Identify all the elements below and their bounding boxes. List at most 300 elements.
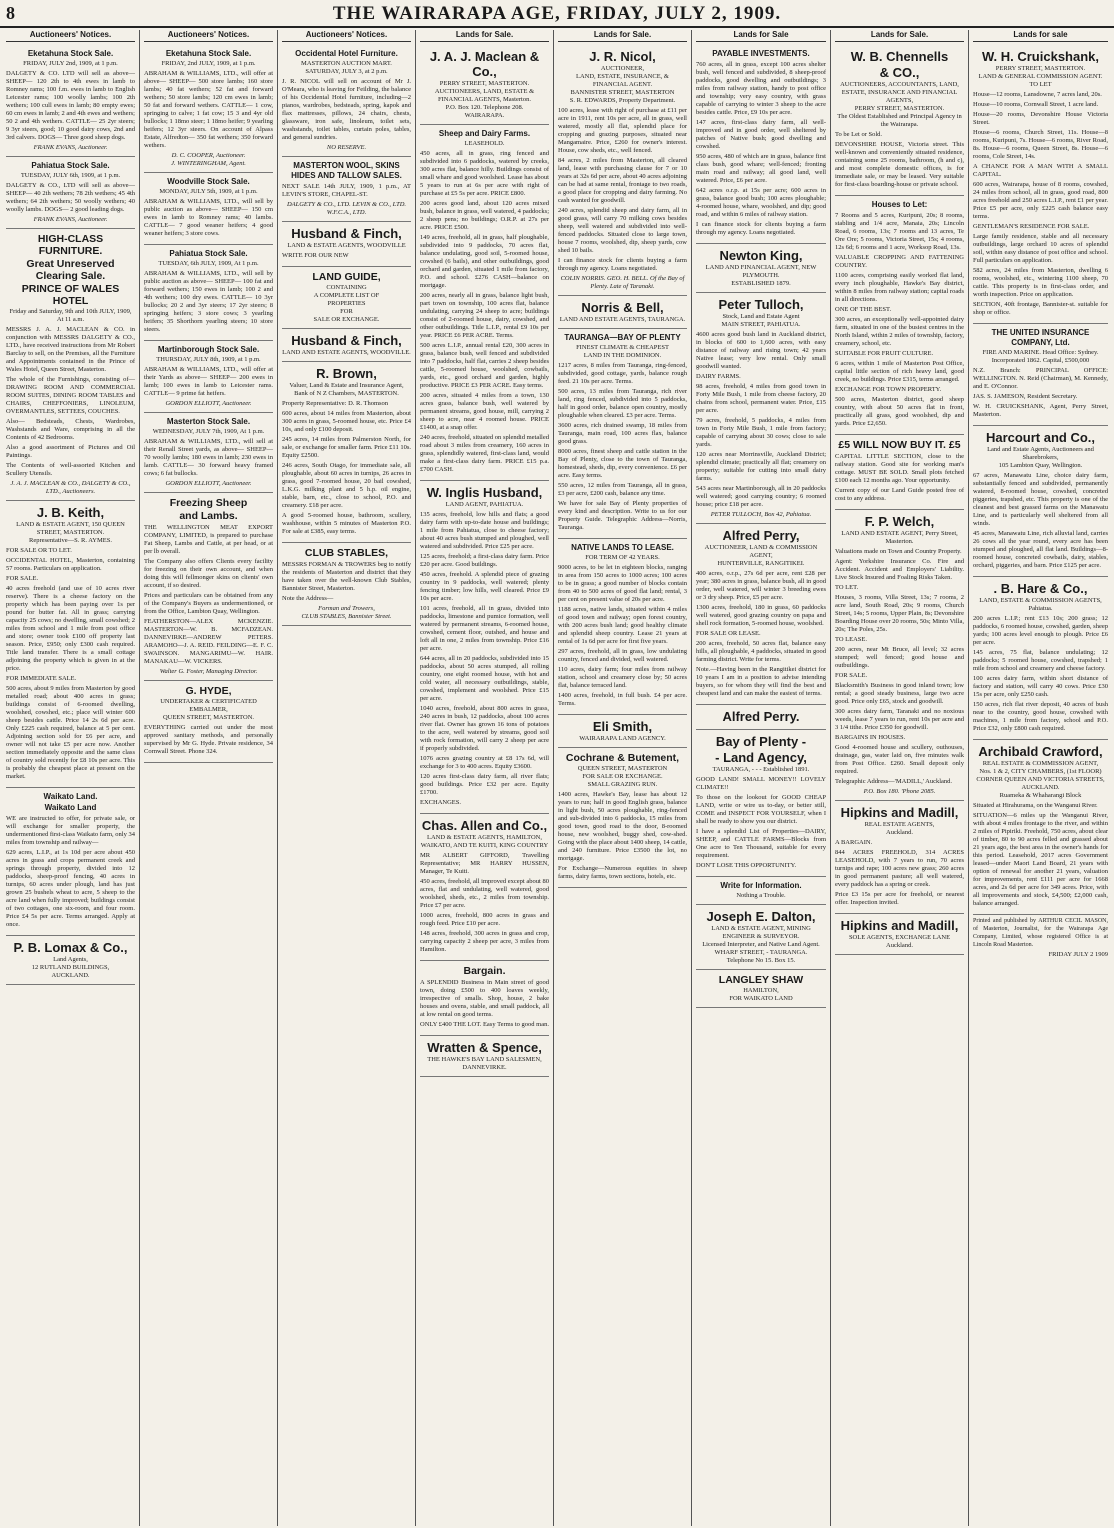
ad-body-text: 297 acres, freehold, all in grass, low undulating country, fenced and divided, well watered. (558, 648, 687, 664)
ad-body-text: 100 acres dairy farm, within short distance of factory and station, will carry 40 cows. Price £30 15s per acre, only £250 cash. (973, 675, 1108, 699)
ad-body-text: 400 acres, o.r.p., 27s 6d per acre, rent £28 per year; 380 acres in grass, balance bush, all in good order, well watered, will winter 3 breeding ewes or 3 dry sheep. Price, £5 per acre. (696, 570, 826, 602)
ad-body-text: 240 acres, freehold, situated on splendid metalled road about 3 miles from creamery, 160 acres in grass, splendidly watered, first-class land, would make a first-class dairy farm. PRICE £15 p.a. £700 CASH. (420, 434, 549, 474)
ad-body-text: House—10 rooms, Cornwall Street, 1 acre land. (973, 101, 1099, 109)
column-heading: Auctioneers' Notices. (6, 30, 135, 42)
advertisement (696, 244, 826, 293)
ad-heading: Peter Tulloch, (718, 297, 804, 313)
advertisement (696, 877, 826, 905)
ad-subheading: SATURDAY, JULY 3, at 2 p.m. (305, 68, 388, 76)
ad-heading: - Land Agency, (715, 750, 807, 766)
ad-body-text: 1400 acres, Hawke's Bay, lease has about 12 years to run; half in good English grass, balance in light bush, 50 acres ploughable, ring-fenced and sub-divided into 6 paddocks, 15 miles from good town, good road to the door, 8-roomed house, new woolshed, buggy shed, cow-shed. Going with the place about 1400 sheep, 14 cattle, and 240 furniture. Price £3500 the lot, no mortgage. (558, 791, 687, 863)
ad-heading: Newton King, (719, 248, 803, 264)
ad-heading: NATIVE LANDS TO LEASE. (571, 543, 674, 553)
ad-subheading: WHARF STREET, - TAURANGA. (714, 949, 808, 957)
newspaper-column (969, 30, 1112, 1526)
ad-body-text: EXCHANGE FOR TOWN PROPERTY. (835, 386, 942, 394)
ad-body-text: 450 acres, freehold, all improved except about 80 acres, flat and undulating, well watered, good woolshed, sheds, etc., 2 miles from township. Price £7 per acre. (420, 878, 549, 910)
ad-subheading: Licensed Interpreter, and Native Land Agent. (702, 941, 820, 949)
ad-subheading: Nos. 1 & 2, CITY CHAMBERS, (1st FLOOR) CORNER QUEEN AND VICTORIA STREETS, AUCKLAND. (976, 768, 1105, 792)
ad-body-text: A good 5-roomed house, bathroom, scullery, washhouse, within 5 minutes of Masterton P.O. For sale at £385, easy terms. (282, 512, 411, 536)
newspaper-title: THE WAIRARAPA AGE, FRIDAY, JULY 2, 1909. (332, 3, 782, 24)
ad-body-text: FOR SALE. (835, 672, 868, 680)
ad-body-text: House—6 rooms, Church Street, 11s. House—8 rooms, Kuripuni, 7s. House—6 rooms, River Road, 8s. House—6 rooms, Queen Street, 8s. House—6 rooms, Cole Street, 14s. (973, 129, 1108, 161)
advertisement (282, 222, 411, 267)
ad-body-text: 500 acres, Masterton district, good sheep country, with about 50 acres flat in front, practically all grass, good woolshed, dip and yards. Price £2,650. (835, 396, 964, 428)
ad-subheading: WEDNESDAY, JULY 7th, 1909, At 1 p.m. (152, 428, 265, 436)
ad-subheading: Land and Estate Agents, Auctioneers and Sharebrokers, (987, 446, 1094, 462)
ad-subheading: PERRY STREET, MASTERTON. (439, 80, 530, 88)
ad-subheading: LAND AND ESTATE AGENTS, WOODVILLE. (282, 349, 411, 357)
ad-heading: Harcourt and Co., (985, 430, 1096, 446)
ad-body-text: I can finance stock for clients buying a farm through my agency. Loans negotiated. (696, 221, 826, 237)
ad-body-text: NEXT SALE 14th JULY, 1909, 1 p.m., AT LEVIN'S STORE, CHAPEL-ST. (282, 183, 411, 199)
ad-body-text: 1300 acres, freehold, 180 in grass, 60 paddocks well watered, good grazing country on papa and shell rock formation, 5-roomed house, woolshed. (696, 604, 826, 628)
ad-body-text: WE are instructed to offer, for private sale, or will exchange for smaller property, the undermentioned first-class Waikato farm, only 34 miles from township and railway— (6, 815, 135, 847)
ad-heading: Wratten & Spence, (427, 1040, 542, 1056)
ad-body-text: Situated at Hirahurama, on the Wanganui River. (973, 802, 1098, 810)
ad-heading: W. Inglis Husband, (426, 485, 543, 501)
ad-body-text: 950 acres, 480 of which are in grass, balance first class bush, good whare; well-fenced; fronting main road and railway; all good land, well watered. Price, £6 per acre. (696, 153, 826, 185)
ad-heading: Pahiatua Stock Sale. (169, 249, 248, 259)
advertisement (144, 493, 273, 681)
newspaper-column (2, 30, 140, 1526)
ad-subheading: Friday and Saturday, 9th and 10th JULY, 1909, At 11 a.m. (9, 308, 132, 324)
ad-body-text: 200 acres, situated 4 miles from a town, 130 acres grass, balance bush, well watered by permanent streams, good house, mill, carrying 2 sheep to acre, near 4 roomed house. PRICE £1400, at a snap offer. (420, 392, 549, 432)
ad-body-text: J. R. NICOL will sell on account of Mr J. O'Meara, who is leaving for Feilding, the balance of his Occidental Hotel furniture, including—2 pianos, wardrobes, bedsteads, spring, kapok and flax mattresses, pillows, 24 chairs, chests, glassware, iron safe, linoleum, toilet sets, washstands, toilet tables, curtain poles, tables, and general sundries. (282, 78, 411, 142)
ad-subheading: 12 RUTLAND BUILDINGS, (31, 964, 110, 972)
ad-body-text: Valuations made on Town and Country Property. (835, 548, 962, 556)
masthead (0, 0, 1114, 28)
ad-body-text: 500 acres L.I.P., annual rental £20, 300 acres in grass, balance bush, well fenced and subdivided into 7 paddocks, half flat, carries 2 sheep besides cattle, 5-roomed house, woolshed, cowbails, yards, etc., good orchard and garden, highly productive. PRICE £3 PER ACRE. Easy terms. (420, 342, 549, 390)
advertisement (6, 157, 135, 229)
ad-heading: Alfred Perry, (722, 528, 800, 544)
ad-subheading: WAIRARAPA LAND AGENCY. (579, 735, 666, 743)
newspaper-column (416, 30, 554, 1526)
ad-heading: Husband & Finch, (291, 333, 402, 349)
ad-body-text: ABRAHAM & WILLIAMS, LTD., will sell by public auction as above— SHEEP— 100 fat and forward wethers; 150 ewes in lamb; 100 2 and 4th wethers; 100 dry ewes. CATTLE— 10 3yr bullocks; 20 2 and 3yr steers; 17 2yr steers; 8 springing heifers; 3 store cows; 3 yearling heifers; 35 Shorthorn yearling steers; 10 store steers. (144, 270, 273, 334)
ad-heading: . B. Hare & Co., (993, 581, 1088, 597)
advertisement (973, 324, 1108, 426)
ad-body-text: 600 acres, about 14 miles from Masterton, about 300 acres in grass, 5-roomed house, etc. Price £4 10s, and only £100 deposit. (282, 410, 411, 434)
ad-subheading: MAIN STREET, PAHIATUA. (721, 321, 801, 329)
ad-body-text: To be Let or Sold. (835, 131, 883, 139)
ad-heading: and Lambs. (179, 510, 238, 523)
advertisement (696, 45, 826, 244)
ad-heading: Write for Information. (720, 881, 802, 891)
advertisement (420, 961, 549, 1036)
ad-body-text: SITUATION—6 miles up the Wanganui River, with about 4 miles frontage to the river, and within 2 miles of Pipiriki. Freehold, 750 acres, about clear of timber, 80 to 90 acres felled and grassed about 21 years ago, the best area in the owner's hands for this period. Leasehold, 2017 acres Government leased—under Maori Land Board, 21 years with option of renewal for another 21 years, valuation for improvements, rent £111 per acre for 1668 acres, and 2s 6d per acre for 349 acres. Price, with all improvements and stock, £4,500; £2,000 cash, balance arranged. (973, 812, 1108, 908)
advertisement (420, 1036, 549, 1077)
ad-heading: J. R. Nicol, (589, 49, 656, 65)
ad-body-text: EVERYTHING carried out under the most approved sanitary methods, and personally supervised by Mr G. Hyde. Private residence, 34 Cornwall Street. Phone 324. (144, 724, 273, 756)
ad-body-text: WRITE FOR OUR NEW (282, 252, 349, 260)
advertisement (973, 426, 1108, 577)
ad-heading: TAURANGA—BAY OF PLENTY (564, 333, 681, 343)
ad-body-text: 200 acres, near Mt Bruce, all level; 32 acres stumped; well fenced; good house and outbuildings. (835, 646, 964, 670)
ad-body-text: 1100 acres, comprising easily worked flat land, every inch ploughable, Hawke's Bay district, within 8 miles from railway station; capital roads in all directions. (835, 272, 964, 304)
ad-body-text: 150 acres, rich flat river deposit, 40 acres of bush near to the country, good house, cowshed with machines, 1 mile from factory, school and P.O. Price £32, only £800 cash required. (973, 701, 1108, 733)
ad-subheading: AUCTIONEERS, LAND, ESTATE & FINANCIAL AGENTS, Masterton. (434, 88, 535, 104)
ad-heading: Martinborough Stock Sale. (157, 345, 260, 355)
ad-subheading: LAND & ESTATE AGENTS, WOODVILLE (287, 242, 406, 250)
ad-subheading: TAURANGA, - - - Established 1891. (712, 766, 810, 774)
footer-dateline: FRIDAY JULY 2 1909 (1048, 951, 1108, 959)
ad-body-text: 1188 acres, native lands, situated within 4 miles of good town and railway; open forest country, with 200 acres bush land; good healthy climate and splendid sheep country. Lease 21 years at rental of 1s 6d per acre for first five years. (558, 606, 687, 646)
ad-subheading: UNDERTAKER & CERTIFICATED EMBALMER, (160, 698, 257, 714)
ad-subheading: TUESDAY, 6th JULY, 1909, At 1 p.m. (158, 260, 259, 268)
ad-subheading: P.O. Box 120. Telephone 208. (445, 104, 524, 112)
ad-subheading: Auckland. (886, 942, 913, 950)
ad-body-text: MR ALBERT GIFFORD, Travelling Representative; MR HARRY HUSSEN, Manager, Te Kuiti. (420, 852, 549, 876)
newspaper-column (278, 30, 416, 1526)
ad-signature: CLUB STABLES, Bannister Street. (301, 613, 392, 621)
advertisement (835, 801, 964, 914)
ad-body-text: 9000 acres, to be let in eighteen blocks, ranging in area from 150 acres to 1000 acres; 100 acres to be in grass; a good number of blocks contain from 40 to 500 acres of good flat land; rental, 3 per cent on present value of 20s per acre. (558, 564, 687, 604)
ad-body-text: Current copy of our Land Guide posted free of cost to any address. (835, 487, 964, 503)
ad-body-text: 147 acres, first-class dairy farm, all well-improved and in good order, well sheltered by patches of Native bush; good dwelling and cowshed. (696, 119, 826, 151)
advertisement (558, 45, 687, 296)
ad-body-text: FOR SALE OR TO LET. (6, 547, 72, 555)
ad-body-text: 100 acres, lease with right of purchase at £11 per acre in 1911, rent 10s per acre, all in grass, well watered, mostly all flat, splendid place for cropping and grazing purposes, situated near Mangamaire. Price, £260 for owner's interest. House, cow sheds, etc., well fenced. (558, 107, 687, 155)
ad-body-text: BARGAINS IN HOUSES. (835, 734, 906, 742)
ad-body-text: FOR SALE. (6, 575, 39, 583)
advertisement (420, 481, 549, 814)
ad-subheading: PERRY STREET, MASTERTON. (995, 65, 1086, 73)
ad-body-text: DALGETY & CO. LTD will sell as above— SHEEP— 120 2th to 4th ewes in lamb to Romney rams; 100 f.m. ewes in lamb to English Leicester rams; 100 woolly lambs; 100 2th wethers; 100 cull ewes in lamb; 80 empty ewes; 60 cm ewes in lamb; 2 and 4th ewes and wethers; 50 2 and 4th wethers. CATTLE— 25 2yr steers; 9 3yr steers, good; 10 good dairy cows, 2nd and 3rd calvers. DOGS— Three good sheep dogs. (6, 70, 135, 142)
ad-signature: GORDON ELLIOTT, Auctioneer. (165, 480, 252, 488)
advertisement (835, 435, 964, 510)
ad-body-text: 450 acres, all in grass, ring fenced and subdivided into 6 paddocks, watered by creeks, 300 acres flat, balance hilly. Buildings consist of small whare and good woolshed. Lease has about 5 years to run at 6s per acre with right of purchase at £5 5s per acre. PRICE £800. (420, 150, 549, 198)
ad-body-text: FOR SALE OR LEASE. (696, 630, 761, 638)
ad-subheading: Auckland. (886, 829, 913, 837)
ad-subheading: The Oldest Established and Principal Agency in the Wairarapa. (837, 113, 962, 129)
ad-heading: LAND GUIDE, (312, 271, 381, 284)
ad-subheading: REAL ESTATE AGENTS, (864, 821, 935, 829)
ad-body-text: 760 acres, all in grass, except 100 acres shelter bush, well fenced and subdivided, 8 sheep-proof paddocks, good dwelling and outbuildings; 3 miles from railway station, handy to post office and township; very easy country, with grass capable of carrying to winter 3 sheep to the acre besides cattle. Price, £9 10s per acre. (696, 61, 826, 117)
advertisement (835, 914, 964, 955)
ad-heading: Pahiatua Stock Sale. (31, 161, 110, 171)
ad-heading: R. Brown, (316, 366, 377, 382)
ad-signature: GORDON ELLIOTT, Auctioneer. (165, 400, 252, 408)
ad-subheading: Ruameka & Whaharangi Block (999, 792, 1082, 800)
ad-body-text: 200 acres, nearly all in grass, balance light bush, part town on township, 100 acres flat, balance undulating, carrying 24 sheep to acre; buildings consist of 2-roomed house, dairy, cowshed, and other outbuildings. Title L.I.P., rental £9 10s per year. PRICE £6 PER ACRE. Terms. (420, 292, 549, 340)
ad-body-text: 600 acres, Wairarapa, house of 8 rooms, cowshed, 24 miles from school, all in grass, good road, 800 acres freehold and 250 acres L.I.P., rent £1 per year. Price £5 per acre, only £225 cash balance easy terms. (973, 181, 1108, 221)
ad-body-text: JAS. S. JAMESON, Resident Secretary. (973, 393, 1078, 401)
column-heading: Lands for Sale. (558, 30, 687, 42)
ad-body-text: Telegraphic Address—'MADILL,' Auckland. (835, 778, 953, 786)
advertisement (420, 814, 549, 961)
ad-body-text: ONLY £400 THE LOT. Easy Terms to good man. (420, 1021, 549, 1029)
ad-heading: & CO., (879, 65, 920, 81)
ad-body-text: 644 acres, all in 20 paddocks, subdivided into 15 paddocks, about 50 acres stumped, all rolling country, one eight roomed house, with hot and cold water, all necessary outbuildings, stable, cowshed, implement and woolshed. Price £15 per acre. (420, 655, 549, 703)
ad-heading: Norris & Bell, (581, 300, 664, 316)
ad-body-text: 125 acres, freehold; a first-class dairy farm. Price £20 per acre. Good buildings. (420, 553, 549, 569)
ad-signature: PETER TULLOCH, Box 42, Pahiatua. (710, 511, 812, 519)
ad-body-text: TO LET. (835, 584, 859, 592)
ad-body-text: Also a good assortment of Pictures and Oil Paintings. (6, 444, 135, 460)
ad-heading: MASTERTON WOOL, SKINS HIDES AND TALLOW SALES. (291, 161, 402, 181)
newspaper-column (554, 30, 692, 1526)
ad-body-text: 300 acres, an exceptionally well-appointed dairy farm, situated in one of the busiest centres in the North Island, within 2 miles of township, factory, creamery, school, etc. (835, 316, 964, 348)
ad-body-text: 79 acres, freehold, 5 paddocks, 4 miles from town in Forty Mile Bush, 1 mile from factory; capable of carrying about 30 cows; close to sale yards. (696, 417, 826, 449)
ad-heading: CLUB STABLES, (304, 547, 389, 560)
ad-signature: Forman and Trowers, (318, 605, 375, 613)
ad-body-text: 4600 acres good bush land in Auckland district, in blocks of 600 to 1,600 acres, with easy distance of railway and rising town; 42 years Native lease; very low rental. Only small goodwill wanted. (696, 331, 826, 371)
ad-body-text: DON'T LOSE THIS OPPORTUNITY. (696, 862, 797, 870)
ad-subheading: MONDAY, JULY 5th, 1909, at 1 p.m. (159, 188, 258, 196)
ad-body-text: Price £3 15s per acre for freehold, or nearest offer. Inspection invited. (835, 891, 964, 907)
advertisement (696, 730, 826, 877)
ad-body-text: 149 acres, freehold, all in grass, half ploughable, subdivided into 9 paddocks, 70 acres flat, balance undulating, good soil, 5-roomed house, cowshed (6 bails), and other outbuildings, good orchard and garden, situated 1 mile from factory, P.O. and school. £276 CASH—balance on mortgage. (420, 234, 549, 290)
ad-heading: Occidental Hotel Furniture. (295, 49, 398, 59)
ad-subheading: S. R. EDWARDS, Property Department. (569, 97, 676, 105)
ad-heading: Eketahuna Stock Sale. (27, 49, 114, 59)
ad-subheading: SOLE AGENTS, EXCHANGE LANE (848, 934, 951, 942)
ad-subheading: LAND AND ESTATE AGENT, Perry Street, Masterton. (841, 530, 958, 546)
ad-body-text: ABRAHAM & WILLIAMS, LTD., will offer at above— SHEEP— 500 store lambs; 160 store lambs; 40 fat wethers; 52 fat and forward wethers; 50 store lambs; 120 cm ewes in lamb; 50 fat and forward wethers. CATTLE— 1 cow, springing to calve; 1 fat cow; 15 3 and 4yr old bullocks; 1 18mo steer; 1 18mo heifer; 9 yearling heifers; 12 3yr steers. On account of Alpass Estate, Alfredton— 350 fat wethers; 350 forward wethers. (144, 70, 273, 150)
advertisement (282, 267, 411, 329)
ad-body-text: 84 acres, 2 miles from Masterton, all cleared land, lease with purchasing clause for 7 or 10 years at 32s 6d per acre, about 40 acres adjoining can be had at same rental, frontage to two roads, a good place for cropping and dairy farming. No cash wanted for goodwill. (558, 157, 687, 205)
ad-subheading: LAND AND ESTATE AGENTS, TAURANGA. (559, 316, 686, 324)
ad-subheading: LAND AGENT, PAHIATUA. (445, 501, 524, 509)
ad-subheading: LAND & ESTATE AGENT, 150 QUEEN STREET, MASTERTON. (16, 521, 125, 537)
ad-signature: FRANK EVANS, Auctioneer. (33, 144, 108, 152)
advertisement (6, 229, 135, 501)
ad-subheading: FOR SALE OR EXCHANGE. (582, 773, 663, 781)
ad-subheading: AUCTIONEER, LAND & COMMISSION AGENT, (704, 544, 818, 560)
ad-subheading: QUEEN STREET, MASTERTON. (162, 714, 255, 722)
ad-subheading: TO LET (1029, 81, 1052, 89)
ad-body-text: GOOD LAND! SMALL MONEY!! LOVELY CLIMATE!! (696, 776, 826, 792)
advertisement (973, 45, 1108, 324)
ad-subheading: ESTABLISHED 1879. (731, 280, 791, 288)
ad-heading: HIGH-CLASS FURNITURE. (37, 233, 104, 258)
ad-subheading: LAND, ESTATE, INSURANCE, & FINANCIAL AGENT. (575, 73, 669, 89)
ad-subheading: FIRE AND MARINE. Head Office: Sydney. (982, 349, 1099, 357)
ad-body-text: 135 acres, freehold, low hills and flats; a good dairy farm with up-to-date house and buildings; 1 mile from Pahiatua, close to cheese factory; about 40 acres bush stumped and ploughed, well watered and subdivided. Price £25 per acre. (420, 511, 549, 551)
ad-heading: F. P. Welch, (864, 514, 935, 530)
ad-body-text: W. H. CRUICKSHANK, Agent, Perry Street, Masterton. (973, 403, 1108, 419)
footer-imprint: Printed and published by ARTHUR CECIL MASON, of Masterton, Journalist, for the Wairarapa Age Company, Limited, whose registered Office is at Lincoln Road Masterton. (973, 918, 1108, 949)
ad-body-text: 500 acres, about 9 miles from Masterton by good metalled road; about 400 acres in grass; buildings consist of 6-roomed dwelling, woolshed, cowshed, etc.; place will winter 600 sheep besides cattle. Price 14 2s 6d per acre. Only £225 cash required, balance at 5 per cent. Adjoining section sold for £6 per acre, and owner will not take £5 per acre now. Another section immediately opposite and the same class of country sold recently for £8 10s per acre. This is probably the cheapest place at present on the market. (6, 685, 135, 781)
ad-signature: NO RESERVE. (326, 144, 367, 152)
ad-body-text: 629 acres, L.I.P., at 1s 10d per acre about 450 acres in grass and crops permanent creek and springs through property, divided into 12 paddocks, sheep-proof fencing, 40 acres in turnips, 60 acres under plough, land has just grown 25 bushels wheat to acre, 5 sheep to the acre land when fully improved; buildings consist of two cottages, one six-room, and four room. Price £4 5s per acre. Terms arranged. Apply at once. (6, 849, 135, 929)
ad-body-text: THE WELLINGTON MEAT EXPORT COMPANY, LIMITED, is prepared to purchase Fat Sheep, Lambs and Cattle, at per head, or at per lb overall. (144, 524, 273, 556)
ad-body-text: 101 acres, freehold, all in grass, divided into paddocks, limestone and pumice formation, well watered by permanent streams, 6-roomed house, cowshed, cement floor, outshed, and house and loft all in one, 2 miles from township. Price £16 per acre. (420, 605, 549, 653)
ad-body-text: SECTION, 40ft frontage, Bannister-st. suitable for shop or office. (973, 301, 1108, 317)
ad-subheading: CONTAINING (326, 284, 367, 292)
ad-body-text: 543 acres near Martinborough, all in 20 paddocks well watered; good carrying country; 6 roomed house; price £18 per acre. (696, 485, 826, 509)
ad-heading: LANGLEY SHAW (718, 974, 804, 987)
ad-heading: Hipkins and Madill, (840, 918, 959, 934)
ad-body-text: 120 acres near Morrinsville, Auckland District; splendid climate; practically all flat; creamery on property; suitable for cutting into small dairy farms. (696, 451, 826, 483)
ad-subheading: AUCTIONEER, (600, 65, 645, 73)
ad-subheading: MASTERTON AUCTION MART. (301, 60, 392, 68)
ad-body-text: The Company also offers Clients every facility for freezing on their own account, and when doing this will fellmonger skins on clients' own account, if so desired. (144, 558, 273, 590)
ad-body-text: 200 acres good land, about 120 acres mixed bush, balance in grass, well watered, 4 paddocks; 2 sheep pens; no buildings; O.R.P. at 27s per acre. PRICE £500. (420, 200, 549, 232)
ad-body-text: DEVONSHIRE HOUSE, Victoria street. This well-known and conveniently situated residence, containing some 25 rooms, bathroom, (h and c), and most complete domestic offices, is for immediate sale, or may be leased. Very suitable for first-class boarding-house or private school. (835, 141, 964, 189)
ad-body-text: 120 acres first-class dairy farm, all river flats; good buildings. Price £32 per acre. Equity £1700. (420, 773, 549, 797)
ad-body-text: 500 acres, 13 miles from Tauranga, rich river land, ring fenced, subdivided into 5 paddocks, half in good order, balance open country, mostly ploughable when cleared. £3 per acre. Terms. (558, 388, 687, 420)
ad-subheading: FRIDAY, 2nd JULY, 1909, at 1 p.m. (161, 60, 256, 68)
advertisement (282, 157, 411, 222)
column-heading: Auctioneers' Notices. (282, 30, 411, 42)
ad-subheading: Valuer, Land & Estate and Insurance Agent, (289, 382, 404, 390)
ad-subheading: WAIRARAPA. (464, 112, 505, 120)
advertisement (696, 705, 826, 730)
ad-body-text: 642 acres o.r.p. at 15s per acre; 600 acres in grass, balance good bush; 100 acres ploughable; 4-roomed house, whare, woolshed, and dip; good road, and within 6 miles of railway station. (696, 187, 826, 219)
ad-subheading: SALE OR EXCHANGE. (313, 316, 380, 324)
ad-signature: D. C. COOPER, Auctioneer. (171, 152, 246, 160)
ad-heading: £5 WILL NOW BUY IT. £5 (838, 439, 961, 452)
advertisement (835, 196, 964, 435)
ad-heading: PAYABLE INVESTMENTS. (712, 49, 810, 59)
ad-signature: Walter G. Foster, Managing Director. (159, 668, 258, 676)
ad-body-text: 450 acres, freehold. A splendid piece of grazing country in 9 paddocks, well watered; plenty fencing timber; low hills, well cleared. Price £9 10s per acre. (420, 571, 549, 603)
ad-body-text: 550 acres, 12 miles from Tauranga, all in grass, £3 per acre, £200 cash, balance any time. (558, 482, 687, 498)
advertisement (558, 748, 687, 888)
ad-subheading: PROPERTIES (327, 300, 366, 308)
ad-body-text: 300 acres dairy farm, Taranaki and no noxious weeds, lease 7 years to run, rent 10s per acre and 3 1/4 tithe. Price £350 for goodwill. (835, 708, 964, 732)
advertisement (420, 45, 549, 125)
ad-signature: P.O. Box 180. 'Phone 2085. (863, 788, 936, 796)
ad-body-text: 200 acres, freehold, 50 acres flat, balance easy hills, all ploughable, 4 paddocks, situated in good farming district. Write for terms. (696, 640, 826, 664)
advertisement (144, 341, 273, 413)
ad-body-text: 246 acres, South Otago, for immediate sale, all ploughable, about 60 acres in turnips, 26 acres in grass, good 7-roomed house, 20 bail cowshed, L.K.G. milking plant and 5 h.p. oil engine, stable, barn, etc., close to school, P.O. and creamery. £18 per acre. (282, 462, 411, 510)
advertisement (973, 740, 1108, 915)
ad-signature: DALGETY & CO., LTD. LEVIN & CO., LTD. W.F.C.A., LTD. (286, 201, 407, 217)
ad-body-text: FEATHERSTON—ALEX MCKENZIE. MASTERTON—W. B. MCFADZEAN. DANNEVIRKE—ANDREW PETERS. ARAMOHO—J. A. REID. FEILDING—E. F. C. SWAINSON. MANGARIMU—W. HAIR. MANAKAU—W. VICKERS. (144, 618, 273, 666)
ad-body-text: 98 acres, freehold, 4 miles from good town in Forty Mile Bush, 1 mile from cheese factory, 20 chains from school, permanent water. Price, £15 per acre. (696, 383, 826, 415)
advertisement (558, 296, 687, 329)
advertisement (558, 329, 687, 539)
advertisement (144, 173, 273, 245)
ad-body-text: 1076 acres grazing country at £8 17s 6d, will exchange for 3 to 400 acres. Equity £3600. (420, 755, 549, 771)
ad-body-text: Property Representative: D. R. Thomson (282, 400, 389, 408)
ad-heading: Husband & Finch, (291, 226, 402, 242)
ad-heading: P. B. Lomax & Co., (13, 940, 128, 956)
ad-heading: Masterton Stock Sale. (166, 417, 251, 427)
ad-subheading: A COMPLETE LIST OF (313, 292, 380, 300)
ad-signature: FRANK EVANS, Auctioneer. (33, 216, 108, 224)
ad-subheading: LAND & GENERAL COMMISSION AGENT. (978, 73, 1103, 81)
newspaper-column (831, 30, 969, 1526)
ad-body-text: 1000 acres, freehold, 800 acres in grass and rough feed. Price £10 per acre. (420, 912, 549, 928)
ad-body-text: 3600 acres, rich drained swamp, 18 miles from Tauranga, main road, 100 acres flax, balance good grass. (558, 422, 687, 446)
ad-subheading: LEASEHOLD. (464, 140, 505, 148)
ad-body-text: 40 acres freehold (and use of 10 acres river reserve). There is a cheese factory on the property which has been paying over 1s per pound for butter fat. All in grass; carrying capacity 25 cows; no dwelling, small cowshed; 2 miles from school and 1 mile from post office and store; owner took £100 off property last season. Price, £950; only £300 cash required. Title land transfer. There is a small cottage adjoining the property which is given in at the price. (6, 585, 135, 673)
advertisement (835, 510, 964, 801)
ad-heading: PRINCE OF WALES HOTEL (21, 283, 120, 308)
ad-body-text: For Exchange—Numerous equities in sheep farms, dairy farms, town sections, hotels, etc. (558, 865, 687, 881)
advertisement (6, 501, 135, 788)
advertisement (420, 125, 549, 481)
ad-subheading: LAND, ESTATE & COMMISSION AGENTS, (979, 597, 1102, 605)
ad-body-text: 844 ACRES FREEHOLD, 314 ACRES LEASEHOLD, with 7 years to run, 70 acres turnips and rape; 100 acres new grass; 260 acres in good permanent pasture; all well watered, every paddock has a spring or creek. (835, 849, 964, 889)
ad-body-text: 67 acres, Manawatu Line, choice dairy farm, substantially fenced and subdivided, permanently watered, 8-roomed house, cowshed, concreted piggeries, trapshed, etc. This property is one of the cleanest and best grassed farms on the Manawatu Line, and is particularly well sheltered from all winds. (973, 472, 1108, 528)
ad-body-text: 148 acres, freehold, 300 acres in grass and crop, carrying capacity 2 sheep per acre, 3 miles from Hamilton. (420, 930, 549, 954)
advertisement (144, 245, 273, 341)
ad-body-text: DALGETY & CO., LTD will sell as above— SHEEP— 40 2th wethers; 78 2th wethers; 45 4th wethers; 64 2th wethers; 50 woolly wethers; 40 woolly lambs. DOGS— 2 good leading dogs. (6, 182, 135, 214)
ad-subheading: THURSDAY, JULY 8th, 1909, at 1 p.m. (156, 356, 261, 364)
ad-subheading: FRIDAY, JULY 2nd, 1909, at 1 p.m. (23, 60, 118, 68)
ad-body-text: 1040 acres, freehold, about 800 acres in grass, 240 acres in bush, 12 paddocks, about 100 acres river flat. Owner has grown 16 tons of potatoes to the acre, well watered by streams, good soil with rock formation, will carry 2 sheep per acre if properly subdivided. (420, 705, 549, 753)
ad-body-text: GENTLEMAN'S RESIDENCE FOR SALE. (973, 223, 1090, 231)
advertisement (282, 362, 411, 543)
ad-body-text: TO LEASE. (835, 636, 868, 644)
ad-heading: Freezing Sheep (169, 497, 248, 510)
ad-body-text: 1217 acres, 8 miles from Tauranga, ring-fenced, subdivided, good cottage, yards, balance rough feed. 21 10s per acre. Terms. (558, 362, 687, 386)
advertisement (6, 45, 135, 157)
ad-body-text: A CHANCE FOR A MAN WITH A SMALL CAPITAL. (973, 163, 1108, 179)
ad-subheading: Incorporated 1862. Capital, £500,000 (991, 357, 1090, 365)
ad-signature: COLIN NORRIS. GEO. H. BELL. Of the Bay of Plenty. Late of Taranaki. (560, 275, 685, 291)
ad-body-text: 240 acres, splendid sheep and dairy farm, all in good grass, will carry 70 milking cows besides sheep, well watered and subdivided into well-fenced paddocks. Situated close to large town, house 7 rooms, woolshed, dip, sheep yards, cow shed 10 bails. (558, 207, 687, 255)
advertisement (696, 524, 826, 705)
ad-subheading: Land Agents, (53, 956, 88, 964)
column-heading: Lands for Sale. (420, 30, 549, 42)
ad-subheading: HUNTERVILLE, RANGITIKEI. (717, 560, 805, 568)
advertisement (144, 413, 273, 493)
ad-body-text: FOR IMMEDIATE SALE. (6, 675, 77, 683)
ad-body-text: OCCIDENTAL HOTEL, Masterton, containing 57 rooms. Particulars on application. (6, 557, 135, 573)
ad-body-text: 200 acres L.I.P.; rent £13 10s; 200 grass; 12 paddocks, 6 roomed house, cowshed, garden, sheep yards; 100 acres level enough to plough. Price £6 per acre. (973, 615, 1108, 647)
ad-body-text: I have a splendid List of Properties—DAIRY, SHEEP, and CATTLE FARMS—Blocks from One acre to Ten Thousand, suitable for every requirement. (696, 828, 826, 860)
column-heading: Auctioneers' Notices. (144, 30, 273, 42)
ad-body-text: SUITABLE FOR FRUIT CULTURE. (835, 350, 934, 358)
ad-subheading: SMALL GRAZING RUN. (587, 781, 658, 789)
ad-body-text: 8000 acres, finest sheep and cattle station in the Bay of Plenty, close to the town of Tauranga, homestead, sheds, dip, every convenience. £6 per acre. Easy terms. (558, 448, 687, 480)
ad-body-text: 110 acres, dairy farm; four miles from railway station, school and creamery close by; 50 acres flat, balance terraced land. (558, 666, 687, 690)
ad-subheading: LAND IN THE DOMINION. (583, 352, 662, 360)
ad-heading: Waikato Land. (43, 792, 98, 802)
newspaper-column (140, 30, 278, 1526)
ad-body-text: ONE OF THE BEST. (835, 306, 892, 314)
ad-body-text: Houses, 3 rooms, Villa Street, 13s; 7 rooms, 2 acre land, South Road, 20s; 9 rooms, Church Street, 14s; 5 rooms, Upper Plain, 8s; Devonshire Boarding House over 20 rooms, 50s; Minto Villa, 20s; The Poles, 25s. (835, 594, 964, 634)
ad-body-text: CAPITAL LITTLE SECTION, close to the railway station. Good site for working man's cottage. MUST BE SOLD. Small plots fetched £100 each 12 months ago. Your opportunity. (835, 453, 964, 485)
ad-heading: Waikato Land (44, 803, 97, 813)
ad-body-text: 145 acres, 75 flat, balance undulating; 12 paddocks; 5 roomed house, cowshed, trapshed; 1 mile from school and creamery and cheese factory. (973, 649, 1108, 673)
ad-body-text: Prices and particulars can be obtained from any of the Company's Buyers as undermentioned, or from the Office, Lambton Quay, Wellington. (144, 592, 273, 616)
ad-subheading: TUESDAY, JULY 6th, 1909, at 1 p.m. (20, 172, 121, 180)
ad-subheading: Telephone No 15. Box 15. (726, 957, 796, 965)
ad-body-text: ABRAHAM & WILLIAMS, LTD., will sell at their Renall Street yards, as above— SHEEP— 70 woolly lambs; 180 ewes in lamb; 230 ewes in lamb. CATTLE— 30 forward heavy framed cows; 6 fat bullocks. (144, 438, 273, 478)
ad-body-text: Note.—Having been in the Rangitikei district for 10 years I am in a position to advise intending buyers, so for whom they will find the best and cheapest land and can make the easiest of terms. (696, 666, 826, 698)
column-heading: Lands for sale (973, 30, 1108, 42)
advertisement (6, 936, 135, 985)
advertisement (282, 543, 411, 626)
advertisement (696, 970, 826, 1008)
ad-body-text: 45 acres, Manawatu Line, rich alluvial land, carries 26 cows all the year round, every acre has been stumped and ploughed, all flat land. Buildings—8-roomed house, concreted cowbails, dairy, stables, orchard, piggeries, and barn. Price £125 per acre. (973, 530, 1108, 570)
ad-heading: Woodville Stock Sale. (167, 177, 250, 187)
ad-heading: Cochrane & Butement, (565, 752, 680, 765)
advertisement (558, 715, 687, 748)
ad-subheading: Stock, Land and Estate Agent (722, 313, 800, 321)
ad-heading: J. A. J. Maclean & Co., (429, 49, 540, 80)
ad-heading: G. HYDE, (185, 685, 232, 698)
ad-subheading: QUEEN STREET, MASTERTON (577, 765, 668, 773)
newspaper-column (692, 30, 831, 1526)
ad-body-text: Large family residence, stable and all necessary outbuildings, large orchard 10 acres of splendid soil, within easy distance of post office and school. Full particulars on application. (973, 233, 1108, 265)
ad-body-text: Agent: Yorkshire Insurance Co. Fire and Accident. Accident and Employers' Liability. Live Stock Insured and Foaling Risks Taken. (835, 558, 964, 582)
ad-heading: Bargain. (463, 965, 506, 978)
ad-body-text: 1400 acres, freehold, in full bush. £4 per acre. Terms. (558, 692, 687, 708)
ad-body-text: Good 4-roomed house and scullery, outhouses, drainage, gas, water laid on, five minutes walk from Post Office. £260. Small deposit only required. (835, 744, 964, 776)
advertisement (835, 45, 964, 196)
advertisement (973, 577, 1108, 740)
advertisement (282, 329, 411, 362)
column-heading: Lands for Sale (696, 30, 826, 42)
